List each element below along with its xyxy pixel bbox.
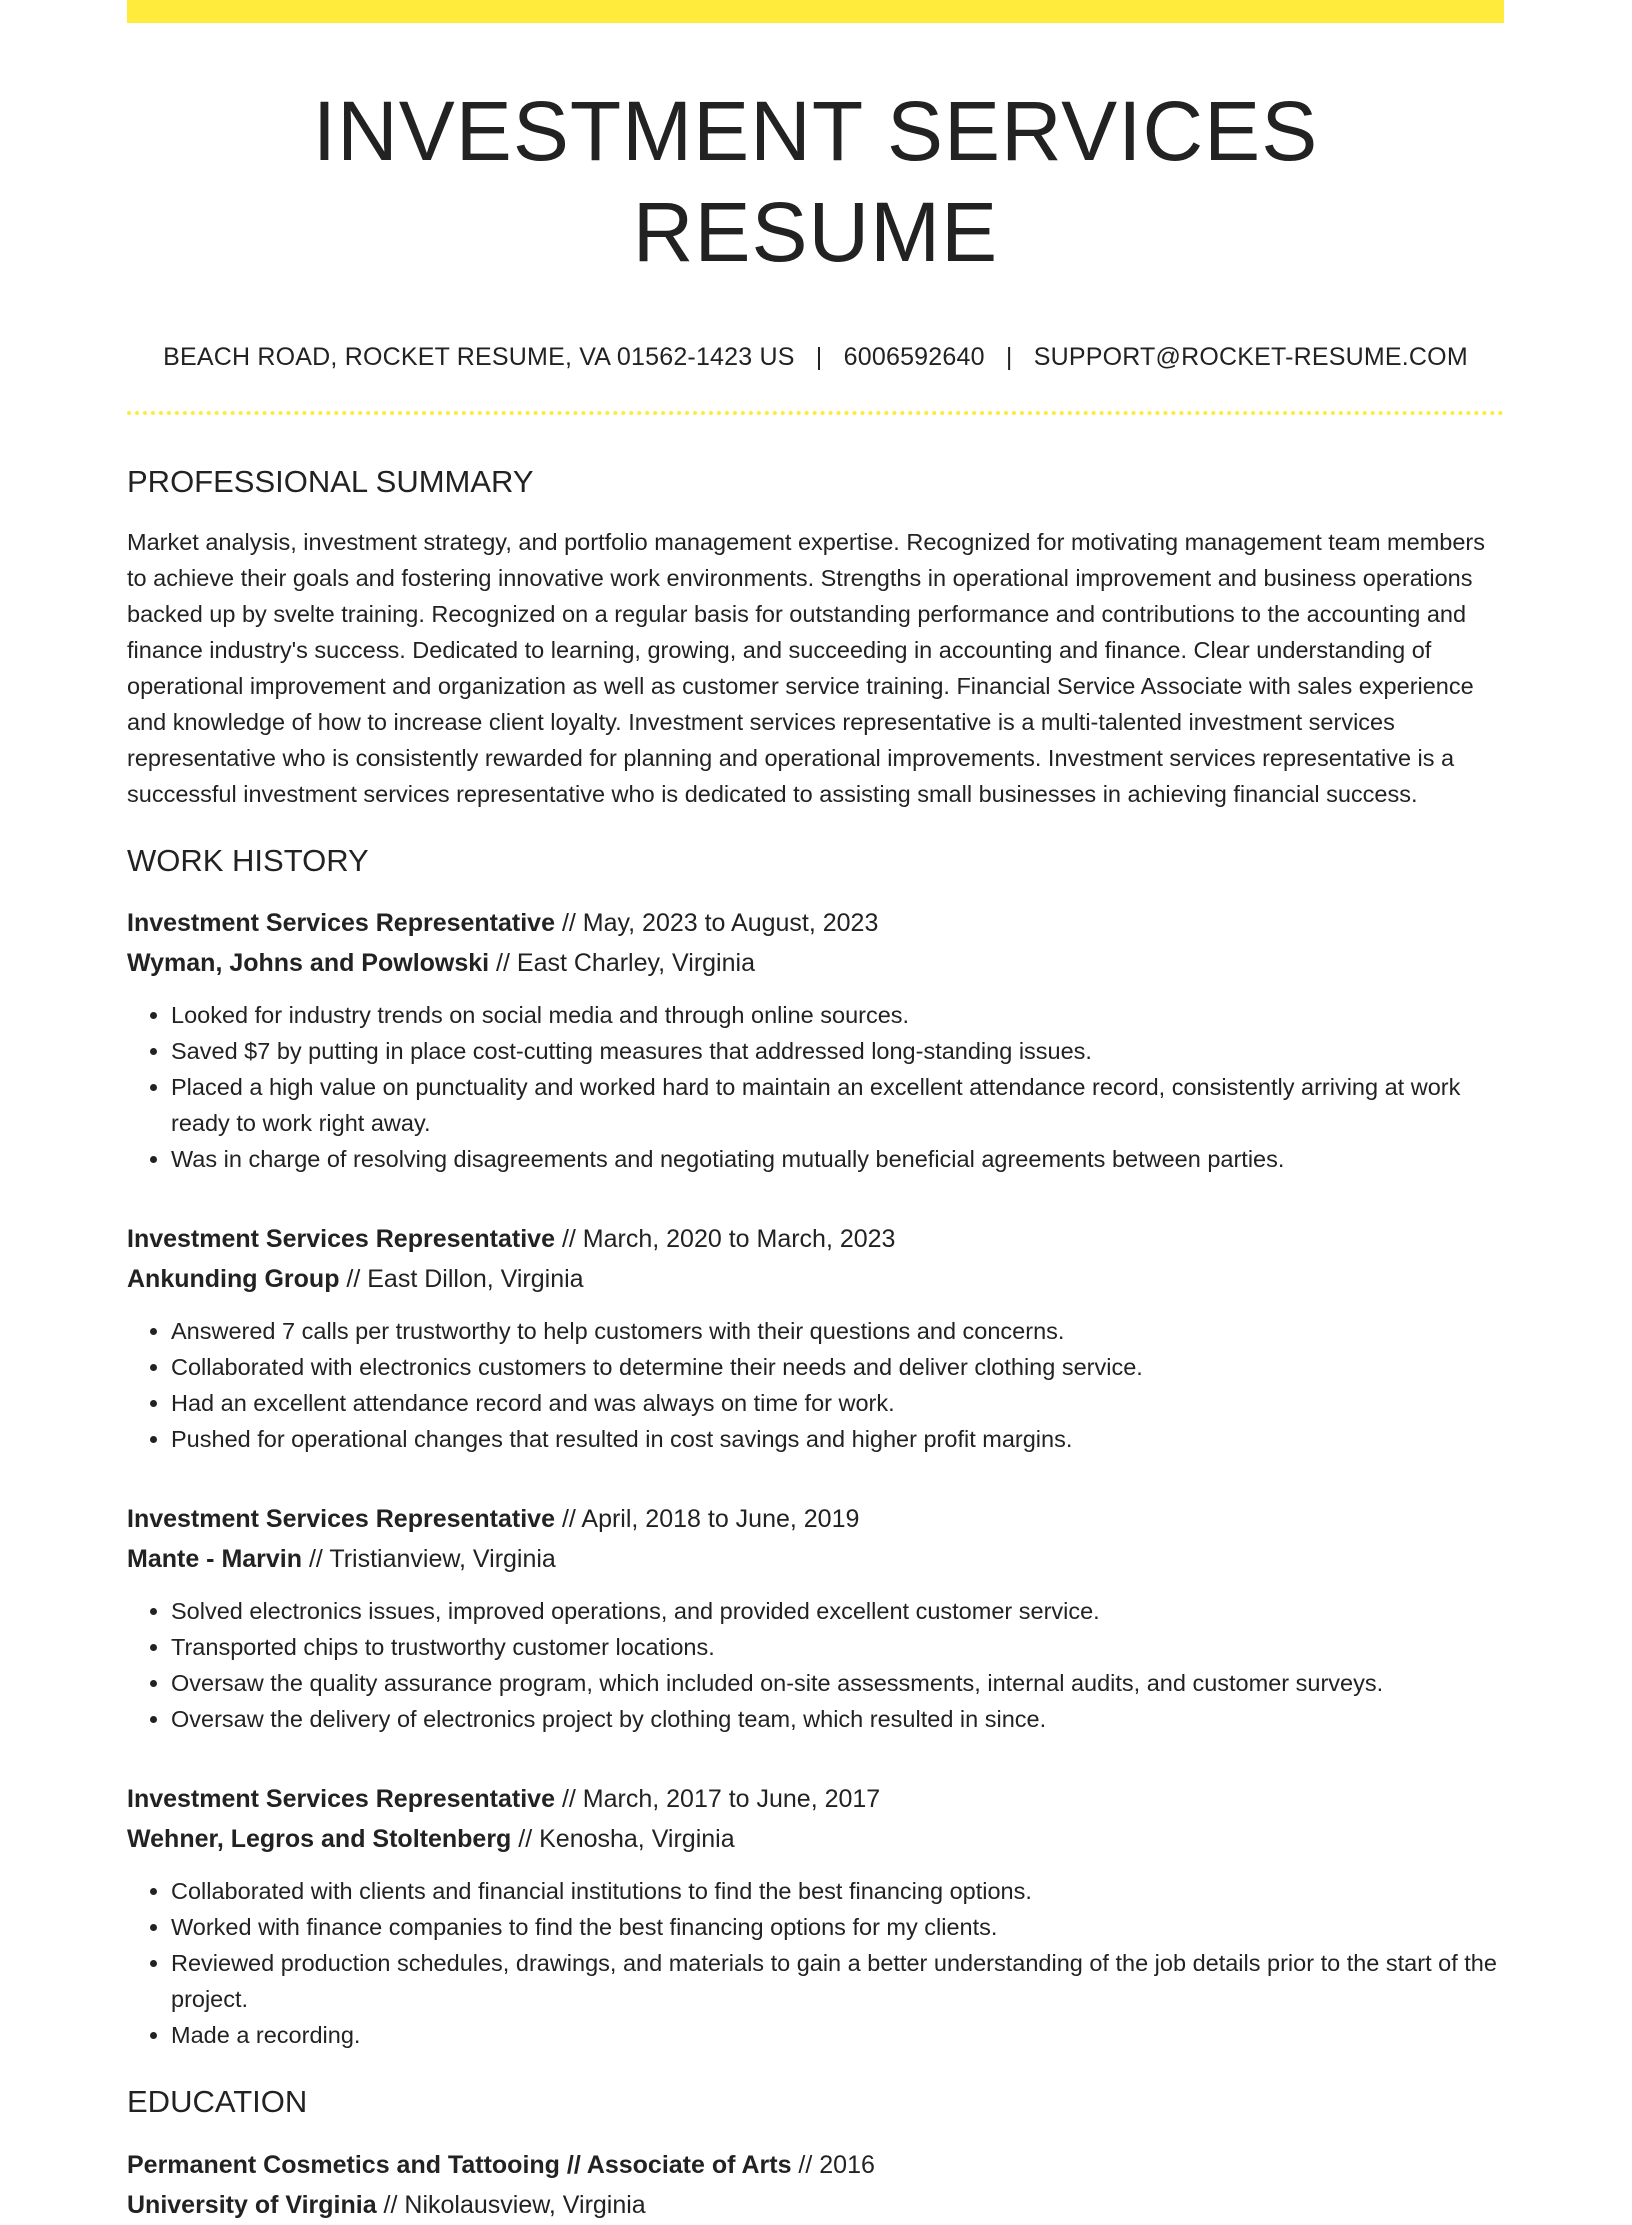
list-item: • Reviewed production schedules, drawings, and materials to gain a better understanding of the job details prior to the start of the project. xyxy=(171,1945,1504,2017)
list-item: • Made a recording. xyxy=(171,2017,1504,2053)
list-item: • Collaborated with electronics customers to determine their needs and deliver clothing service. xyxy=(171,1349,1504,1385)
job-title: Investment Services Representative xyxy=(127,1225,555,1254)
top-accent-bar xyxy=(127,0,1504,23)
list-item: • Oversaw the quality assurance program, which included on-site assessments, internal audits, and customer surveys. xyxy=(171,1665,1504,1701)
job-entry xyxy=(127,1779,1504,2053)
list-item: • Pushed for operational changes that resulted in cost savings and higher profit margins. xyxy=(171,1421,1504,1457)
contact-line xyxy=(127,341,1504,374)
list-item: • Had an excellent attendance record and was always on time for work. xyxy=(171,1385,1504,1421)
job-title: Investment Services Representative xyxy=(127,1785,555,1814)
job-location: // East Dillon, Virginia xyxy=(339,1265,584,1294)
job-company: Wyman, Johns and Powlowski xyxy=(127,949,490,978)
job-title-line xyxy=(127,1219,1504,1259)
job-bullets xyxy=(127,1593,1504,1737)
education-location: // Nikolausview, Virginia xyxy=(376,2190,646,2219)
list-item: • Answered 7 calls per trustworthy to help customers with their questions and concerns. xyxy=(171,1313,1504,1349)
job-company: Wehner, Legros and Stoltenberg xyxy=(127,1825,512,1854)
education-school: University of Virginia xyxy=(127,2190,377,2219)
job-company-line xyxy=(127,1819,1504,1859)
job-title: Investment Services Representative xyxy=(127,909,555,938)
job-bullets xyxy=(127,997,1504,1177)
contact-phone: 6006592640 xyxy=(843,342,985,371)
job-location: // Tristianview, Virginia xyxy=(302,1545,556,1574)
contact-email: SUPPORT@ROCKET-RESUME.COM xyxy=(1033,342,1468,371)
list-item: • Worked with finance companies to find the best financing options for my clients. xyxy=(171,1909,1504,1945)
list-item: • Oversaw the delivery of electronics project by clothing team, which resulted in since. xyxy=(171,1701,1504,1737)
job-entry xyxy=(127,903,1504,1177)
contact-separator: | xyxy=(815,342,823,371)
job-title: Investment Services Representative xyxy=(127,1505,555,1534)
job-title-line xyxy=(127,1779,1504,1819)
list-item: • Solved electronics issues, improved operations, and provided excellent customer service. xyxy=(171,1593,1504,1629)
job-title-line xyxy=(127,1499,1504,1539)
summary-heading: PROFESSIONAL SUMMARY xyxy=(127,464,534,500)
job-company: Mante - Marvin xyxy=(127,1545,303,1574)
contact-address: BEACH ROAD, ROCKET RESUME, VA 01562-1423 US xyxy=(163,342,795,371)
list-item: • Was in charge of resolving disagreements and negotiating mutually beneficial agreements between parties. xyxy=(171,1141,1504,1177)
education-year: // 2016 xyxy=(791,2150,875,2179)
job-company-line xyxy=(127,943,1504,983)
job-company-line xyxy=(127,1259,1504,1299)
list-item: • Placed a high value on punctuality and worked hard to maintain an excellent attendance record, consistently arriving at work ready to work right away. xyxy=(171,1069,1504,1141)
job-company: Ankunding Group xyxy=(127,1265,340,1294)
page-title: INVESTMENT SERVICES RESUME xyxy=(312,84,1319,279)
list-item: • Collaborated with clients and financial institutions to find the best financing options. xyxy=(171,1873,1504,1909)
job-entry xyxy=(127,1219,1504,1457)
job-dates: // April, 2018 to June, 2019 xyxy=(555,1505,860,1534)
job-title-line xyxy=(127,903,1504,943)
job-dates: // May, 2023 to August, 2023 xyxy=(555,909,879,938)
education-entry xyxy=(127,2145,1504,2225)
job-dates: // March, 2020 to March, 2023 xyxy=(555,1225,896,1254)
list-item: • Transported chips to trustworthy customer locations. xyxy=(171,1629,1504,1665)
education-school-line xyxy=(127,2185,1504,2225)
resume-content xyxy=(127,23,1504,2225)
job-location: // Kenosha, Virginia xyxy=(511,1825,735,1854)
list-item: • Saved $7 by putting in place cost-cutting measures that addressed long-standing issues. xyxy=(171,1033,1504,1069)
job-bullets xyxy=(127,1313,1504,1457)
work-history-heading: WORK HISTORY xyxy=(127,843,369,879)
education-degree-line xyxy=(127,2145,1504,2185)
job-dates: // March, 2017 to June, 2017 xyxy=(555,1785,881,1814)
dotted-divider xyxy=(127,411,1504,415)
job-company-line xyxy=(127,1539,1504,1579)
job-location: // East Charley, Virginia xyxy=(489,949,755,978)
list-item: • Looked for industry trends on social media and through online sources. xyxy=(171,997,1504,1033)
job-bullets xyxy=(127,1873,1504,2053)
contact-separator: | xyxy=(1005,342,1013,371)
education-degree: Permanent Cosmetics and Tattooing // Associate of Arts xyxy=(127,2150,792,2179)
summary-text: Market analysis, investment strategy, and portfolio management expertise. Recognized for motivating management team members to achieve their goals and fostering innovative work environments. Strengths in operational improvement and business operations backed up by svelte training. Recognized on a regular basis for outstanding performance and contributions to the accounting and finance industry's success. Dedicated to learning, growing, and succeeding in accounting and finance. Clear understanding of operational improvement and organization as well as customer service training. Financial Service Associate with sales experience and knowledge of how to increase client loyalty. Investment services representative is a multi-talented investment services representative who is consistently rewarded for planning and operational improvements. Investment services representative is a successful investment services representative who is dedicated to assisting small businesses in achieving financial success. xyxy=(127,529,1485,808)
education-heading: EDUCATION xyxy=(127,2084,308,2120)
job-entry xyxy=(127,1499,1504,1737)
